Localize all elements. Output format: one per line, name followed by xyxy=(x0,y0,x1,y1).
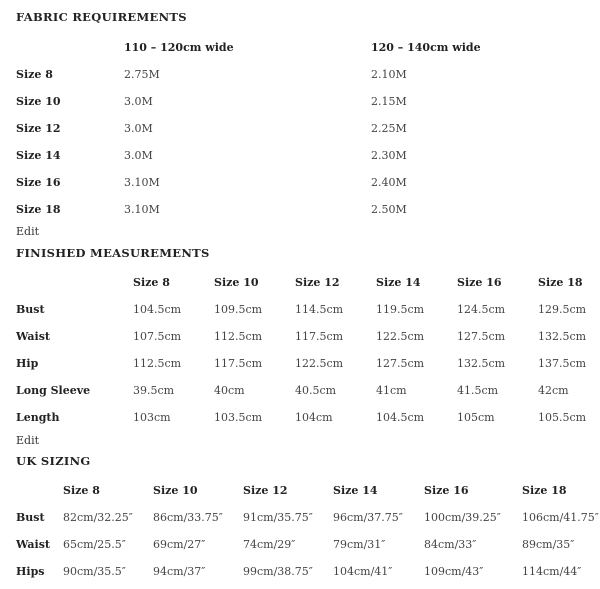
finished-size-header: Size 12 xyxy=(295,276,340,289)
uk-value: 91cm/35.75″ xyxy=(243,511,313,524)
finished-value: 112.5cm xyxy=(214,330,263,343)
finished-heading: FINISHED MEASUREMENTS xyxy=(16,246,210,260)
uk-value: 90cm/35.5″ xyxy=(63,565,126,578)
finished-value: 122.5cm xyxy=(376,330,425,343)
finished-value: 119.5cm xyxy=(376,303,425,316)
fabric-value: 3.10M xyxy=(124,176,160,189)
finished-value: 40.5cm xyxy=(295,384,337,397)
uk-size-header: Size 12 xyxy=(243,484,288,497)
uk-value: 104cm/41″ xyxy=(333,565,393,578)
uk-value: 100cm/39.25″ xyxy=(424,511,501,524)
finished-value: 103cm xyxy=(133,411,171,424)
finished-value: 104.5cm xyxy=(376,411,425,424)
finished-row-label: Length xyxy=(16,411,60,424)
finished-value: 124.5cm xyxy=(457,303,506,316)
finished-value: 42cm xyxy=(538,384,569,397)
finished-value: 109.5cm xyxy=(214,303,263,316)
uk-value: 86cm/33.75″ xyxy=(153,511,223,524)
finished-size-header: Size 18 xyxy=(538,276,583,289)
uk-size-header: Size 10 xyxy=(153,484,198,497)
finished-value: 107.5cm xyxy=(133,330,182,343)
uk-value: 65cm/25.5″ xyxy=(63,538,126,551)
uk-value: 114cm/44″ xyxy=(522,565,582,578)
finished-row-label: Bust xyxy=(16,303,45,316)
finished-row-label: Hip xyxy=(16,357,39,370)
finished-value: 41cm xyxy=(376,384,407,397)
uk-value: 96cm/37.75″ xyxy=(333,511,403,524)
finished-value: 117.5cm xyxy=(214,357,263,370)
fabric-value: 3.10M xyxy=(124,203,160,216)
fabric-value: 3.0M xyxy=(124,122,153,135)
finished-value: 104cm xyxy=(295,411,333,424)
finished-size-header: Size 10 xyxy=(214,276,259,289)
fabric-row-label: Size 16 xyxy=(16,176,61,189)
finished-row-label: Waist xyxy=(16,330,50,343)
finished-value: 40cm xyxy=(214,384,245,397)
finished-value: 104.5cm xyxy=(133,303,182,316)
finished-value: 127.5cm xyxy=(376,357,425,370)
uk-size-header: Size 18 xyxy=(522,484,567,497)
finished-value: 114.5cm xyxy=(295,303,344,316)
fabric-col1-header: 110 – 120cm wide xyxy=(124,41,234,54)
finished-value: 117.5cm xyxy=(295,330,344,343)
fabric-edit-link[interactable]: Edit xyxy=(16,225,40,238)
fabric-value: 2.10M xyxy=(371,68,407,81)
uk-value: 99cm/38.75″ xyxy=(243,565,313,578)
fabric-value: 2.15M xyxy=(371,95,407,108)
finished-value: 105.5cm xyxy=(538,411,587,424)
finished-value: 132.5cm xyxy=(538,330,587,343)
uk-value: 109cm/43″ xyxy=(424,565,484,578)
fabric-value: 2.25M xyxy=(371,122,407,135)
uk-value: 94cm/37″ xyxy=(153,565,206,578)
finished-value: 129.5cm xyxy=(538,303,587,316)
fabric-row-label: Size 18 xyxy=(16,203,61,216)
fabric-value: 3.0M xyxy=(124,149,153,162)
finished-size-header: Size 16 xyxy=(457,276,502,289)
uk-size-header: Size 8 xyxy=(63,484,100,497)
fabric-value: 3.0M xyxy=(124,95,153,108)
finished-value: 39.5cm xyxy=(133,384,175,397)
uk-value: 89cm/35″ xyxy=(522,538,575,551)
uk-row-label: Bust xyxy=(16,511,45,524)
uk-row-label: Hips xyxy=(16,565,45,578)
fabric-value: 2.40M xyxy=(371,176,407,189)
finished-row-label: Long Sleeve xyxy=(16,384,91,397)
fabric-row-label: Size 10 xyxy=(16,95,61,108)
finished-edit-link[interactable]: Edit xyxy=(16,434,40,447)
finished-value: 41.5cm xyxy=(457,384,499,397)
uk-size-header: Size 14 xyxy=(333,484,378,497)
fabric-row-label: Size 12 xyxy=(16,122,61,135)
fabric-row-label: Size 14 xyxy=(16,149,61,162)
fabric-row-label: Size 8 xyxy=(16,68,53,81)
fabric-value: 2.50M xyxy=(371,203,407,216)
finished-value: 112.5cm xyxy=(133,357,182,370)
finished-value: 127.5cm xyxy=(457,330,506,343)
uk-value: 79cm/31″ xyxy=(333,538,386,551)
fabric-value: 2.30M xyxy=(371,149,407,162)
uk-value: 69cm/27″ xyxy=(153,538,206,551)
fabric-value: 2.75M xyxy=(124,68,160,81)
finished-value: 103.5cm xyxy=(214,411,263,424)
uk-value: 74cm/29″ xyxy=(243,538,296,551)
uk-size-header: Size 16 xyxy=(424,484,469,497)
finished-value: 132.5cm xyxy=(457,357,506,370)
finished-value: 122.5cm xyxy=(295,357,344,370)
finished-size-header: Size 8 xyxy=(133,276,170,289)
uk-value: 82cm/32.25″ xyxy=(63,511,133,524)
uk-heading: UK SIZING xyxy=(16,454,91,468)
fabric-col2-header: 120 – 140cm wide xyxy=(371,41,481,54)
uk-row-label: Waist xyxy=(16,538,50,551)
finished-value: 137.5cm xyxy=(538,357,587,370)
uk-value: 84cm/33″ xyxy=(424,538,477,551)
uk-value: 106cm/41.75″ xyxy=(522,511,599,524)
finished-size-header: Size 14 xyxy=(376,276,421,289)
fabric-heading: FABRIC REQUIREMENTS xyxy=(16,10,187,24)
finished-value: 105cm xyxy=(457,411,495,424)
